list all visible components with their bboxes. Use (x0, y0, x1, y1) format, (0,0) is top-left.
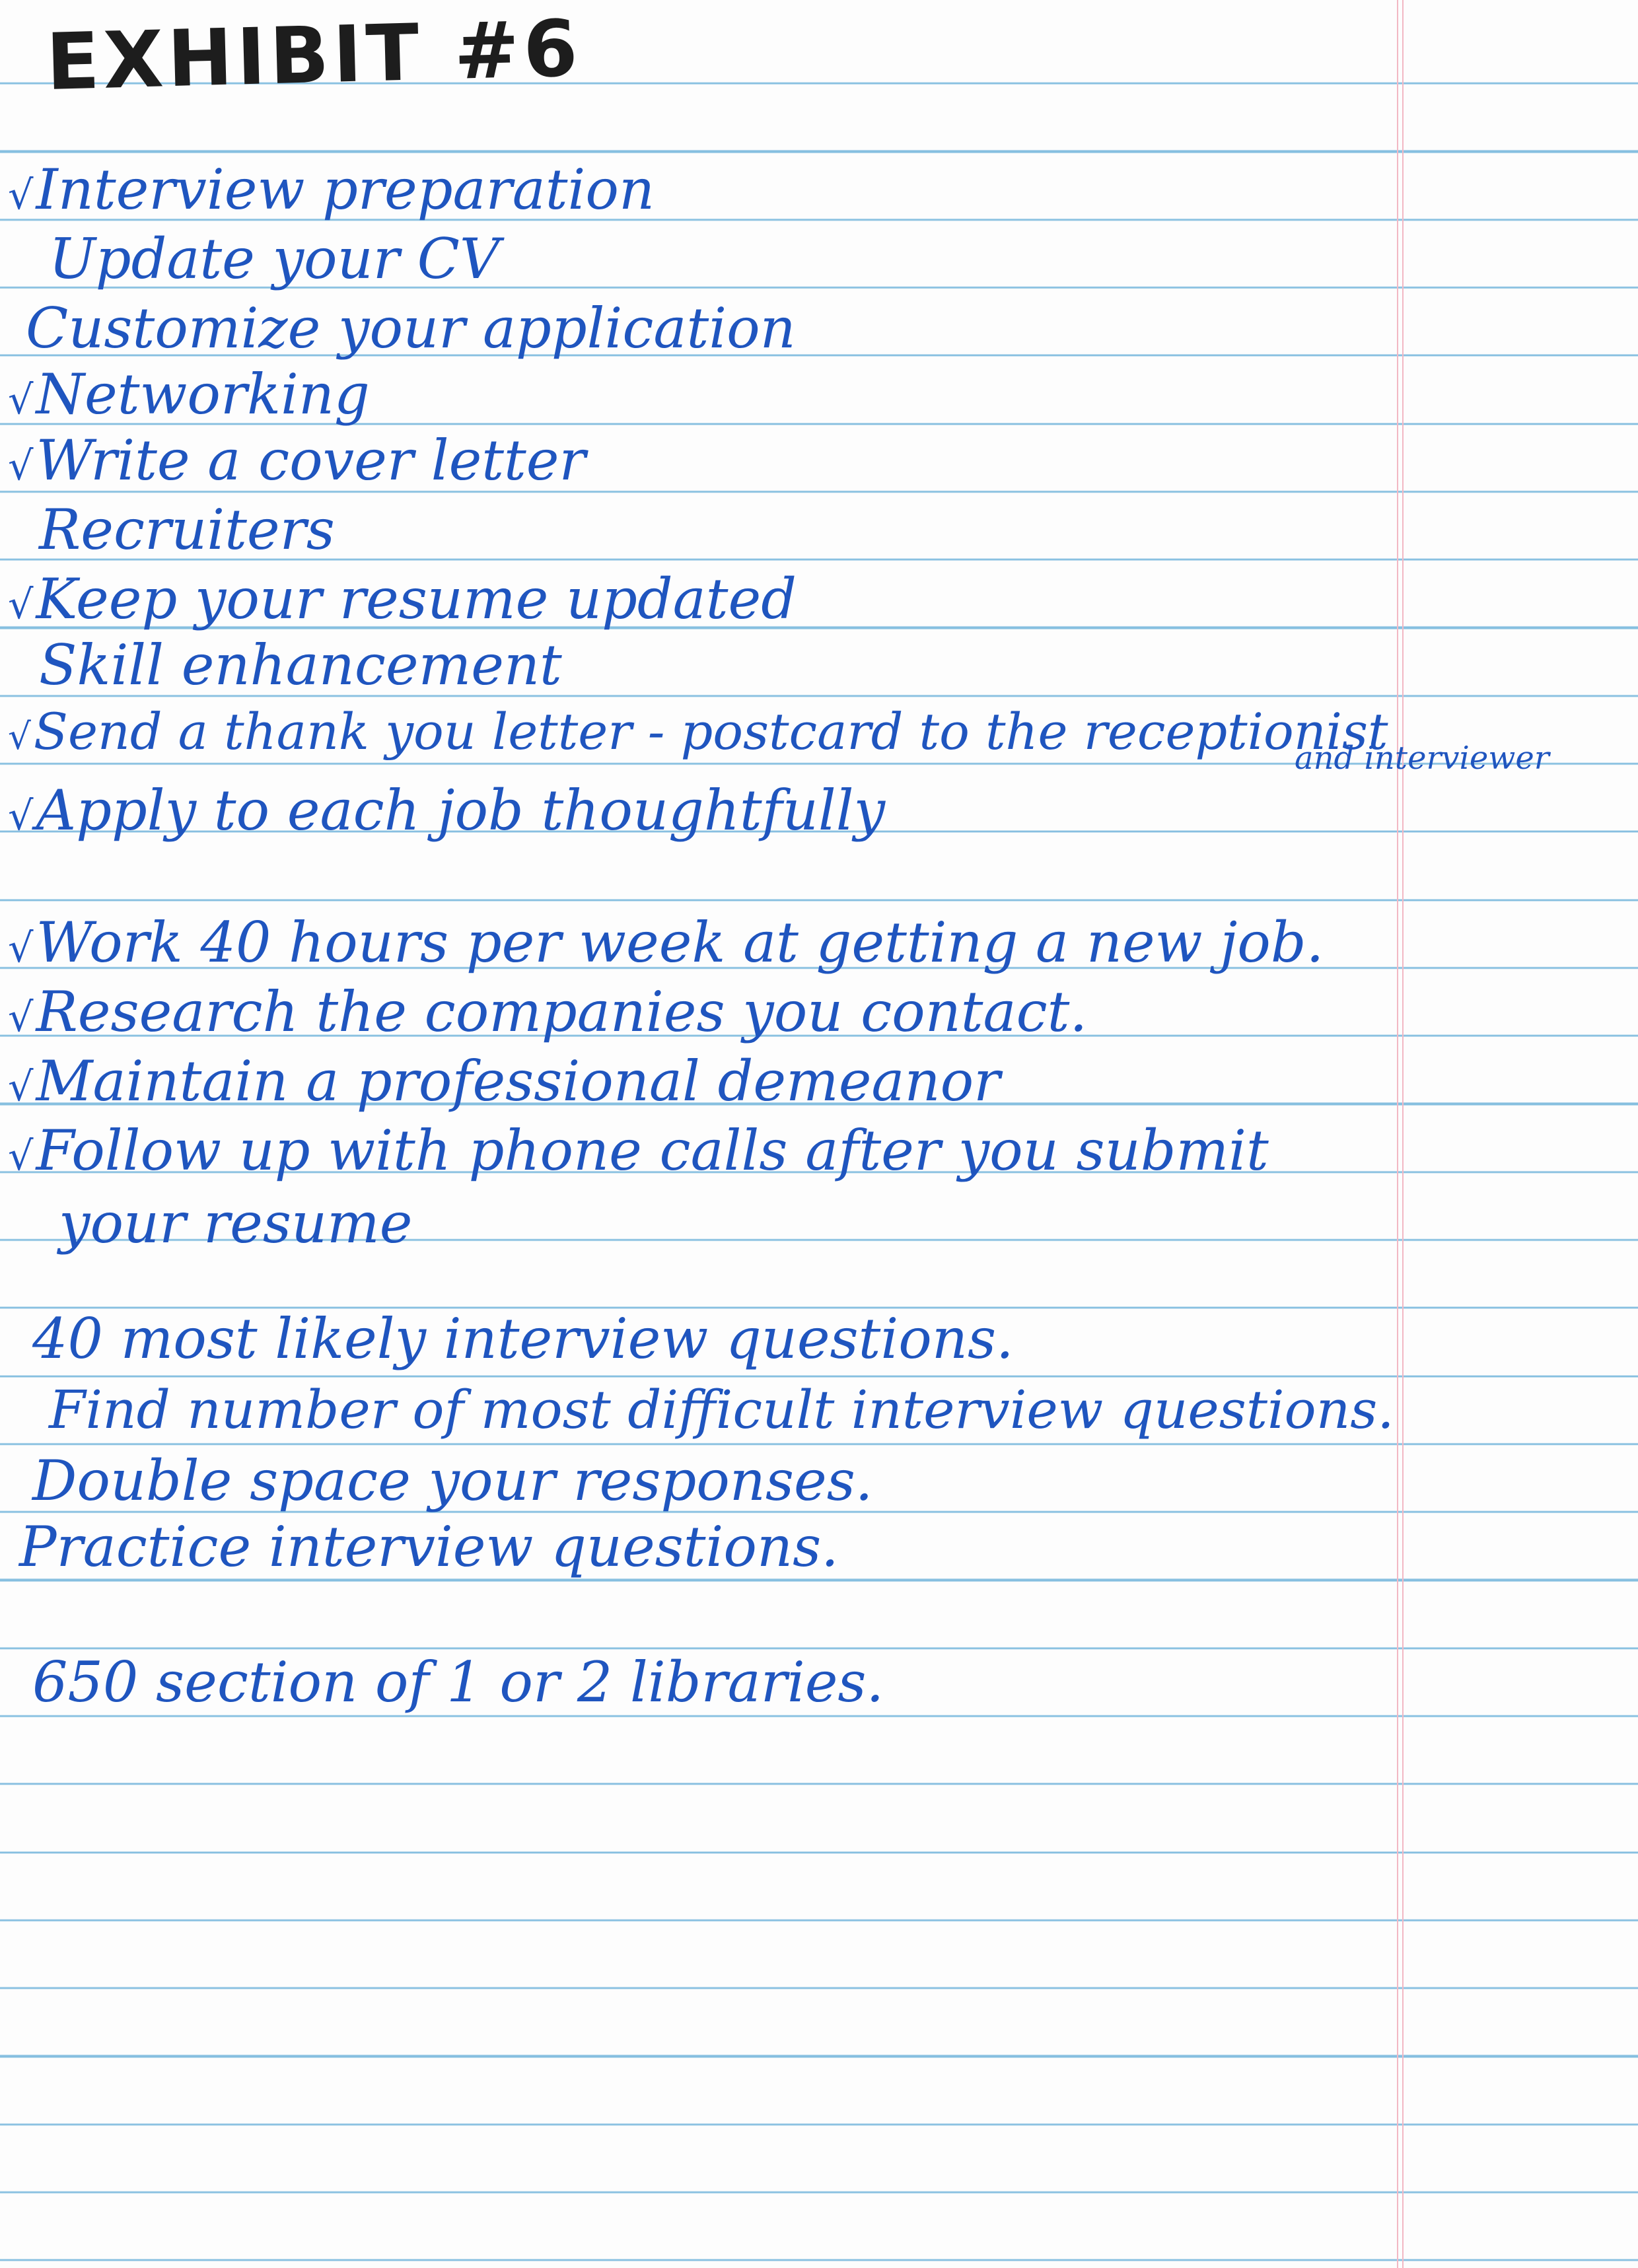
line-text: Write a cover letter (36, 428, 586, 493)
margin-line (1397, 0, 1404, 2268)
line-text: Apply to each job thoughtfully (36, 778, 886, 843)
exhibit-title: EXHIBIT #6 (45, 2, 583, 108)
line-text: 650 section of 1 or 2 libraries. (32, 1650, 884, 1715)
note-line-resume-updated (8, 567, 797, 631)
line-text: Skill enhancement (39, 633, 562, 697)
check-mark: √ (8, 172, 34, 219)
line-text: your resume (59, 1191, 413, 1256)
note-line-650-section (30, 1650, 884, 1715)
note-line-professional-demeanor (8, 1049, 1001, 1114)
note-line-interview-preparation (8, 157, 655, 222)
note-line-research-companies (8, 979, 1088, 1044)
check-mark: √ (8, 995, 34, 1041)
line-text: Keep your resume updated (36, 567, 797, 631)
note-line-cover-letter (8, 428, 586, 493)
line-text: Follow up with phone calls after you submit (36, 1118, 1269, 1183)
note-line-customize-application (23, 296, 796, 361)
line-text: Interview preparation (36, 157, 655, 222)
note-line-work-40-hours (8, 910, 1324, 975)
note-line-thank-you-letter (8, 702, 1388, 761)
note-line-follow-up (8, 1118, 1269, 1183)
check-mark: √ (8, 715, 31, 758)
check-mark: √ (8, 582, 34, 628)
note-line-networking (8, 362, 370, 427)
note-line-difficult-questions (46, 1379, 1394, 1440)
check-mark: √ (8, 793, 34, 839)
line-text: 40 most likely interview questions. (32, 1306, 1014, 1371)
line-text: Update your CV (49, 227, 500, 291)
check-mark: √ (8, 1133, 34, 1180)
line-text: Recruiters (39, 497, 335, 562)
note-annotation: and interviewer (1295, 740, 1549, 777)
line-text: Send a thank you letter - postcard to the receptionist (33, 702, 1388, 761)
note-line-your-resume (56, 1191, 413, 1256)
check-mark: √ (8, 443, 34, 489)
line-text: Practice interview questions. (19, 1514, 839, 1579)
check-mark: √ (8, 925, 34, 972)
line-text: Research the companies you contact. (36, 979, 1088, 1044)
note-line-apply-thoughtfully (8, 778, 886, 843)
line-text: Networking (36, 362, 370, 427)
line-text: Maintain a professional demeanor (36, 1049, 1001, 1114)
note-line-double-space (30, 1448, 873, 1513)
note-line-update-cv (46, 227, 500, 291)
note-line-practice-questions (17, 1514, 839, 1579)
line-text: Find number of most difficult interview questions. (49, 1379, 1394, 1440)
line-text: Double space your responses. (32, 1448, 873, 1513)
note-line-recruiters (36, 497, 335, 562)
note-line-skill-enhancement (36, 633, 562, 697)
line-text: Customize your application (26, 296, 796, 361)
check-mark: √ (8, 377, 34, 423)
note-line-40-questions (30, 1306, 1014, 1371)
line-text: Work 40 hours per week at getting a new job. (36, 910, 1324, 975)
check-mark: √ (8, 1064, 34, 1110)
